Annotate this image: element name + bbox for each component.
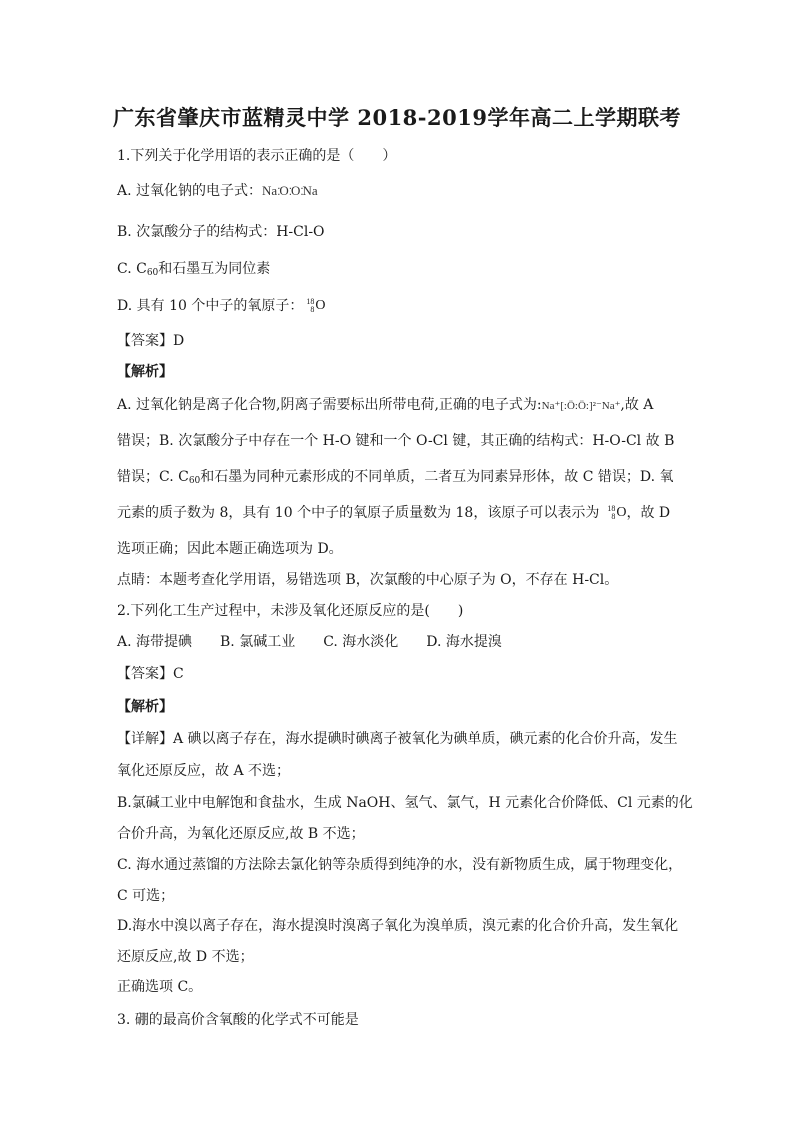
- q1-option-b: B. 次氯酸分子的结构式：H-Cl-O: [117, 224, 325, 240]
- q2-options: A. 海带提碘 B. 氯碱工业 C. 海水淡化 D. 海水提溴: [117, 634, 502, 650]
- q2-detail-line-8: 还原反应,故 D 不选；: [117, 949, 254, 965]
- q2-detail-line-2: 氧化还原反应，故 A 不选；: [117, 763, 291, 779]
- q2-detail-line-7: D.海水中溴以离子存在，海水提溴时溴离子氧化为溴单质，溴元素的化合价升高，发生氧化: [117, 918, 679, 934]
- q2-detail-line-3: B.氯碱工业中电解饱和食盐水，生成 NaOH、氢气、氯气，H 元素化合价降低、Cl 元素的化: [117, 795, 693, 811]
- q2-answer: 【答案】C: [117, 666, 184, 682]
- q2-detail-line-4: 合价升高，为氧化还原反应,故 B 不选；: [117, 826, 365, 842]
- q2-detail-line-1: 【详解】A 碘以离子存在，海水提碘时碘离子被氧化为碘单质，碘元素的化合价升高，发生: [117, 731, 678, 747]
- q1-analysis-line-3: 错误；C. $C_{60}$和石墨为同种元素形成的不同单质，二者互为同素异形体，故 C 错误；D. 氧: [117, 469, 674, 486]
- q1-analysis-heading: 【解析】: [117, 364, 173, 380]
- sodium-peroxide-correct-formula: Na⁺[:Ö:Ö:]²⁻Na⁺: [541, 400, 621, 412]
- q3-stem: 3. 硼的最高价含氧酸的化学式不可能是: [117, 1012, 359, 1028]
- q1-analysis-line-2: 错误；B. 次氯酸分子中存在一个 H-O 键和一个 O-Cl 键，其正确的结构式：H-O-Cl 故 B: [117, 433, 675, 449]
- oxygen-18-nuclide: 18 8 O: [306, 297, 326, 314]
- q1-option-a-label: A. 过氧化钠的电子式：: [117, 183, 263, 199]
- q1-stem: 1.下列关于化学用语的表示正确的是（ ）: [117, 148, 397, 164]
- q2-conclusion: 正确选项 C。: [117, 979, 203, 995]
- oxygen-18-nuclide-analysis: 18 8 O: [607, 504, 627, 521]
- q1-analysis-line-5: 选项正确；因此本题正确选项为 D。: [117, 541, 343, 557]
- q2-detail-line-5: C. 海水通过蒸馏的方法除去氯化钠等杂质得到纯净的水，没有新物质生成，属于物理变化，: [117, 857, 683, 873]
- q1-option-c: C. $C_{60}$和石墨互为同位素: [117, 261, 271, 278]
- q1-option-d: D. 具有 10 个中子的氧原子： 18 8 O: [117, 297, 326, 314]
- q2-detail-line-6: C 可选；: [117, 888, 175, 904]
- document-title: 广东省肇庆市蓝精灵中学 2018-2019学年高二上学期联考: [113, 105, 681, 130]
- q1-analysis-line-1: A. 过氧化钠是离子化合物,阴离子需要标出所带电荷,正确的电子式为:Na⁺[:Ö:Ö:]²⁻Na⁺,故 A: [117, 395, 683, 416]
- q1-note: 点睛：本题考查化学用语，易错选项 B，次氯酸的中心原子为 O，不存在 H-Cl。: [117, 572, 619, 588]
- q1-option-a: [117, 181, 683, 203]
- sodium-peroxide-electron-formula: Na⁚O⁚O⁚Na: [262, 183, 318, 198]
- q2-stem: 2.下列化工生产过程中，未涉及氧化还原反应的是( ): [117, 603, 464, 619]
- q2-analysis-heading: 【解析】: [117, 699, 173, 715]
- q1-analysis-line-4: 元素的质子数为 8，具有 10 个中子的氧原子质量数为 18，该原子可以表示为 18 8 O ，故 D: [117, 504, 671, 521]
- q1-answer: 【答案】D: [117, 333, 185, 349]
